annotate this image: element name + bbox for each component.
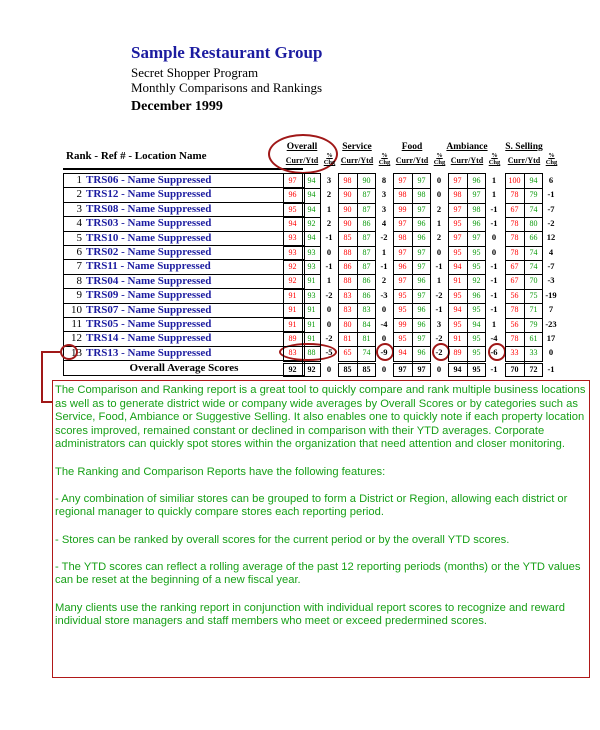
notes-paragraph: - Any combination of similiar stores can be grouped to form a District or Region, allowing each district or regional manager to quickly compare stores each reporting period. xyxy=(55,492,568,519)
curr-score: 95 xyxy=(288,204,297,214)
ytd-score: 98 xyxy=(472,204,481,214)
curr-score: 78 xyxy=(510,219,519,229)
ytd-score: 74 xyxy=(362,348,371,358)
pct-change: -3 xyxy=(380,289,388,300)
ytd-score: 93 xyxy=(307,247,316,257)
pct-change: -2 xyxy=(435,289,443,300)
pct-change-header: % Chg xyxy=(323,152,336,166)
pct-change: 0 xyxy=(436,175,442,185)
curr-score: 92 xyxy=(288,364,297,374)
pct-change: -1 xyxy=(547,189,555,200)
notes-paragraph: Many clients use the ranking report in conjunction with individual report scores to recognize and reward individual store managers and staff members who meet or exceed predermined scores. xyxy=(55,601,565,628)
curr-score: 80 xyxy=(343,319,352,329)
curr-score: 93 xyxy=(288,233,297,243)
location-row xyxy=(64,174,304,188)
pct-change: -2 xyxy=(325,332,333,343)
pct-change: 0 xyxy=(436,189,442,200)
location-name: TRS09 - Name Suppressed xyxy=(86,289,212,302)
curr-score: 97 xyxy=(398,276,407,286)
curr-score: 67 xyxy=(510,276,519,286)
pct-change-header: % Chg xyxy=(545,152,558,166)
ytd-score: 92 xyxy=(307,364,316,374)
curr-score: 91 xyxy=(453,333,462,343)
curr-score: 99 xyxy=(398,204,407,214)
pct-change: 0 xyxy=(381,332,387,343)
ytd-score: 92 xyxy=(472,276,481,286)
curr-score: 96 xyxy=(398,262,407,272)
ytd-score: 96 xyxy=(417,276,426,286)
pct-change: 0 xyxy=(326,246,332,257)
ytd-score: 74 xyxy=(529,204,538,214)
rank-number: 10 xyxy=(71,303,82,316)
ytd-score: 97 xyxy=(472,233,481,243)
curr-score: 94 xyxy=(453,364,462,374)
rank-number: 11 xyxy=(71,317,82,330)
ytd-score: 75 xyxy=(529,290,538,300)
location-name: TRS07 - Name Suppressed xyxy=(86,303,212,316)
category-header: Overall xyxy=(286,142,318,152)
curr-score: 93 xyxy=(288,247,297,257)
location-name: TRS05 - Name Suppressed xyxy=(86,317,212,330)
curr-score: 94 xyxy=(453,305,462,315)
pct-change: 2 xyxy=(381,275,387,286)
pct-change: -6 xyxy=(490,347,498,358)
location-name: TRS12 - Name Suppressed xyxy=(86,188,212,201)
location-row xyxy=(64,246,304,260)
ytd-score: 97 xyxy=(417,176,426,185)
pct-change: -1 xyxy=(380,261,388,272)
pct-change: -7 xyxy=(547,261,555,272)
curr-ytd-header: Curr/Ytd xyxy=(507,156,541,165)
pct-change: -1 xyxy=(325,232,333,243)
location-row xyxy=(64,260,304,274)
report-subtitle: Secret Shopper Program xyxy=(131,65,259,80)
ytd-score: 96 xyxy=(417,233,426,243)
ytd-score: 96 xyxy=(417,305,426,315)
pct-change: 0 xyxy=(381,304,387,315)
pct-change: 1 xyxy=(491,318,497,329)
pct-change: -1 xyxy=(435,304,443,315)
curr-score: 95 xyxy=(453,319,462,329)
location-row xyxy=(64,289,304,303)
pct-change: 4 xyxy=(381,218,387,229)
connector-line xyxy=(42,351,60,353)
ytd-score: 86 xyxy=(362,276,371,286)
ytd-score: 87 xyxy=(362,204,371,214)
pct-change: 3 xyxy=(326,175,332,185)
curr-score: 90 xyxy=(343,219,352,229)
pct-change: -19 xyxy=(545,289,557,300)
curr-score: 88 xyxy=(343,247,352,257)
curr-score: 98 xyxy=(398,233,407,243)
pct-change: -23 xyxy=(545,318,557,329)
ytd-score: 83 xyxy=(362,305,371,315)
curr-score: 97 xyxy=(453,204,462,214)
curr-score: 90 xyxy=(343,204,352,214)
location-name: TRS14 - Name Suppressed xyxy=(86,332,212,345)
pct-change: -1 xyxy=(490,275,498,286)
curr-score: 92 xyxy=(288,262,297,272)
pct-change: 2 xyxy=(326,218,332,229)
ytd-score: 95 xyxy=(472,348,481,358)
pct-change: -1 xyxy=(490,261,498,272)
curr-score: 67 xyxy=(510,262,519,272)
ytd-score: 61 xyxy=(529,333,538,343)
location-name: TRS02 - Name Suppressed xyxy=(86,245,212,258)
pct-change-header: % Chg xyxy=(378,152,391,166)
ytd-score: 98 xyxy=(417,190,426,200)
ytd-score: 95 xyxy=(472,247,481,257)
category-header: Service xyxy=(342,142,372,152)
ytd-score: 88 xyxy=(307,348,316,358)
pct-change: -3 xyxy=(547,275,555,286)
curr-score: 67 xyxy=(510,204,519,214)
ytd-score: 94 xyxy=(307,190,316,200)
ytd-score: 92 xyxy=(307,219,316,229)
rank-number: 12 xyxy=(71,332,82,345)
connector-line-vertical xyxy=(41,351,43,403)
ytd-score: 90 xyxy=(362,176,371,185)
ytd-score: 96 xyxy=(472,219,481,229)
ytd-score: 79 xyxy=(529,190,538,200)
category-header: Food xyxy=(401,142,423,152)
ytd-score: 74 xyxy=(529,247,538,257)
pct-change: 0 xyxy=(326,304,332,315)
curr-score: 85 xyxy=(343,364,352,374)
pct-change: 1 xyxy=(326,203,332,214)
ytd-score: 96 xyxy=(417,348,426,358)
curr-score: 83 xyxy=(343,290,352,300)
ytd-score: 95 xyxy=(472,262,481,272)
ytd-score: 72 xyxy=(529,364,538,374)
highlight-rank-13 xyxy=(60,344,78,360)
location-name: TRS08 - Name Suppressed xyxy=(86,202,212,215)
pct-change: 0 xyxy=(326,318,332,329)
pct-change: 7 xyxy=(548,304,554,315)
pct-change: 3 xyxy=(436,318,442,329)
average-row-label: Overall Average Scores xyxy=(129,362,239,375)
ytd-score: 85 xyxy=(362,364,371,374)
curr-score: 97 xyxy=(453,176,462,185)
pct-change: -1 xyxy=(490,363,498,374)
curr-score: 33 xyxy=(510,348,519,358)
curr-score: 90 xyxy=(343,190,352,200)
location-row xyxy=(64,304,304,318)
pct-change: -1 xyxy=(490,304,498,315)
pct-change: 2 xyxy=(436,203,442,214)
curr-score: 97 xyxy=(398,364,407,374)
location-name: TRS06 - Name Suppressed xyxy=(86,174,212,186)
ytd-score: 94 xyxy=(307,204,316,214)
rank-number: 2 xyxy=(76,188,82,201)
curr-score: 96 xyxy=(288,190,297,200)
location-name: TRS04 - Name Suppressed xyxy=(86,274,212,287)
ytd-score: 94 xyxy=(307,233,316,243)
curr-score: 86 xyxy=(343,262,352,272)
ytd-score: 97 xyxy=(417,364,426,374)
pct-change: 3 xyxy=(381,189,387,200)
curr-score: 100 xyxy=(508,176,521,185)
notes-paragraph: - Stores can be ranked by overall scores for the current period or by the overall YTD scores. xyxy=(55,533,510,546)
pct-change: 2 xyxy=(436,232,442,243)
pct-change: 3 xyxy=(381,203,387,214)
category-header: S. Selling xyxy=(505,142,543,152)
curr-score: 98 xyxy=(343,176,352,185)
pct-change: 8 xyxy=(381,175,387,185)
ytd-score: 66 xyxy=(529,233,538,243)
curr-score: 83 xyxy=(288,348,297,358)
curr-score: 78 xyxy=(510,190,519,200)
curr-ytd-header: Curr/Ytd xyxy=(395,156,429,165)
ytd-score: 94 xyxy=(529,176,538,185)
location-list xyxy=(63,173,305,376)
pct-change: -7 xyxy=(547,203,555,214)
pct-change: -2 xyxy=(435,347,443,358)
pct-change: -2 xyxy=(547,218,555,229)
curr-score: 99 xyxy=(398,319,407,329)
curr-score: 95 xyxy=(453,290,462,300)
ytd-score: 91 xyxy=(307,319,316,329)
pct-change: 1 xyxy=(436,218,442,229)
pct-change: -1 xyxy=(547,363,555,374)
ytd-score: 81 xyxy=(362,333,371,343)
curr-score: 56 xyxy=(510,290,519,300)
curr-score: 78 xyxy=(510,305,519,315)
ytd-score: 79 xyxy=(529,319,538,329)
location-row xyxy=(64,347,304,361)
pct-change: -2 xyxy=(435,332,443,343)
pct-change: 0 xyxy=(491,232,497,243)
ytd-score: 97 xyxy=(417,262,426,272)
ytd-score: 87 xyxy=(362,262,371,272)
pct-change: 0 xyxy=(548,347,554,358)
curr-score: 97 xyxy=(398,176,407,185)
pct-change: 0 xyxy=(491,246,497,257)
notes-paragraph: The Comparison and Ranking report is a great tool to quickly compare and rank multiple business locations as well as to generate district wide or company wide averages by Overall Scores or by categories such as Service, Food, Ambiance or Suggestive Selling. It also enables one to quickly note if each property location scores improved, remained constant or declined in comparison with their YTD averages. Corporate administrators can quickly spot stores within the organization that need attention and closer monitoring. xyxy=(55,384,586,451)
curr-score: 95 xyxy=(398,290,407,300)
ytd-score: 95 xyxy=(472,305,481,315)
curr-score: 89 xyxy=(288,333,297,343)
ytd-score: 91 xyxy=(307,276,316,286)
curr-score: 95 xyxy=(398,333,407,343)
curr-score: 56 xyxy=(510,319,519,329)
ytd-score: 93 xyxy=(307,262,316,272)
curr-score: 81 xyxy=(343,333,352,343)
curr-score: 65 xyxy=(343,348,352,358)
curr-score: 94 xyxy=(453,262,462,272)
ytd-score: 97 xyxy=(417,333,426,343)
curr-score: 91 xyxy=(453,276,462,286)
ytd-score: 87 xyxy=(362,233,371,243)
ytd-score: 86 xyxy=(362,290,371,300)
rank-number: 5 xyxy=(76,231,82,244)
rank-column-header: Rank - Ref # - Location Name xyxy=(66,150,207,162)
ytd-score: 95 xyxy=(472,333,481,343)
curr-score: 97 xyxy=(288,176,297,185)
pct-change: -4 xyxy=(490,332,498,343)
rank-number: 4 xyxy=(76,217,82,230)
curr-ytd-header: Curr/Ytd xyxy=(450,156,484,165)
ytd-score: 91 xyxy=(307,305,316,315)
ytd-score: 84 xyxy=(362,319,371,329)
rank-number: 7 xyxy=(76,260,82,273)
pct-change: 12 xyxy=(546,232,556,243)
ytd-score: 97 xyxy=(472,190,481,200)
pct-change: 1 xyxy=(436,275,442,286)
rank-number: 3 xyxy=(76,202,82,215)
pct-change-header: % Chg xyxy=(433,152,446,166)
ytd-score: 33 xyxy=(529,348,538,358)
ytd-score: 94 xyxy=(307,176,316,185)
ytd-score: 87 xyxy=(362,247,371,257)
curr-score: 95 xyxy=(398,305,407,315)
pct-change: -1 xyxy=(490,203,498,214)
curr-score: 97 xyxy=(398,247,407,257)
ytd-score: 97 xyxy=(417,290,426,300)
curr-score: 95 xyxy=(453,219,462,229)
rank-number: 9 xyxy=(76,289,82,302)
report-subtitle-2: Monthly Comparisons and Rankings xyxy=(131,80,323,95)
curr-score: 91 xyxy=(288,290,297,300)
pct-change: -5 xyxy=(325,347,333,358)
location-name: TRS10 - Name Suppressed xyxy=(86,231,212,244)
pct-change: -1 xyxy=(490,218,498,229)
curr-score: 88 xyxy=(343,276,352,286)
location-row xyxy=(64,318,304,332)
pct-change-header: % Chg xyxy=(488,152,501,166)
pct-change: 0 xyxy=(436,363,442,374)
pct-change: 1 xyxy=(491,175,497,185)
pct-change: 1 xyxy=(326,275,332,286)
location-row xyxy=(64,275,304,289)
pct-change: -4 xyxy=(380,318,388,329)
pct-change: 4 xyxy=(548,246,554,257)
curr-score: 91 xyxy=(288,319,297,329)
curr-score: 70 xyxy=(510,364,519,374)
curr-ytd-header: Curr/Ytd xyxy=(340,156,374,165)
pct-change: -1 xyxy=(325,261,333,272)
location-row xyxy=(64,232,304,246)
curr-ytd-header: Curr/Ytd xyxy=(285,156,319,165)
notes-paragraph: The Ranking and Comparison Reports have the following features: xyxy=(55,465,386,478)
ytd-score: 74 xyxy=(529,262,538,272)
ytd-score: 96 xyxy=(472,176,481,185)
ytd-score: 91 xyxy=(307,333,316,343)
pct-change: 1 xyxy=(491,189,497,200)
notes-box xyxy=(52,380,590,678)
ytd-score: 97 xyxy=(417,204,426,214)
ytd-score: 87 xyxy=(362,190,371,200)
location-row xyxy=(64,188,304,202)
ytd-score: 93 xyxy=(307,290,316,300)
curr-score: 94 xyxy=(288,219,297,229)
location-name: TRS13 - Name Suppressed xyxy=(86,346,212,359)
rank-number: 13 xyxy=(71,346,82,359)
pct-change: 0 xyxy=(326,363,332,374)
location-name: TRS03 - Name Suppressed xyxy=(86,217,212,230)
curr-score: 97 xyxy=(398,219,407,229)
report-title: Sample Restaurant Group xyxy=(131,43,323,62)
ytd-score: 95 xyxy=(472,364,481,374)
rank-number: 6 xyxy=(76,245,82,258)
ytd-score: 96 xyxy=(417,319,426,329)
pct-change: -1 xyxy=(435,261,443,272)
curr-score: 98 xyxy=(398,190,407,200)
ytd-score: 96 xyxy=(417,219,426,229)
location-row xyxy=(64,203,304,217)
rank-number: 8 xyxy=(76,274,82,287)
location-name: TRS11 - Name Suppressed xyxy=(86,260,211,273)
pct-change: 17 xyxy=(546,332,556,343)
ytd-score: 86 xyxy=(362,219,371,229)
curr-score: 85 xyxy=(343,233,352,243)
ytd-score: 80 xyxy=(529,219,538,229)
ytd-score: 96 xyxy=(472,290,481,300)
rank-number: 1 xyxy=(76,174,82,186)
ytd-score: 97 xyxy=(417,247,426,257)
curr-score: 91 xyxy=(288,305,297,315)
ytd-score: 70 xyxy=(529,276,538,286)
report-date: December 1999 xyxy=(131,99,223,114)
ytd-score: 94 xyxy=(472,319,481,329)
ytd-score: 71 xyxy=(529,305,538,315)
location-row xyxy=(64,217,304,231)
pct-change: -1 xyxy=(490,289,498,300)
curr-score: 83 xyxy=(343,305,352,315)
curr-score: 78 xyxy=(510,333,519,343)
pct-change: -2 xyxy=(380,232,388,243)
pct-change: 6 xyxy=(548,175,554,185)
divider xyxy=(63,168,303,170)
pct-change: 0 xyxy=(436,246,442,257)
curr-score: 97 xyxy=(453,233,462,243)
pct-change: 0 xyxy=(381,363,387,374)
notes-paragraph: - The YTD scores can reflect a rolling average of the past 12 reporting periods (months) or the YTD values can be reset at the beginning of a new fiscal year. xyxy=(55,560,581,587)
category-header: Ambiance xyxy=(446,142,488,152)
curr-score: 95 xyxy=(453,247,462,257)
curr-score: 94 xyxy=(398,348,407,358)
pct-change: -2 xyxy=(325,289,333,300)
curr-score: 89 xyxy=(453,348,462,358)
location-row xyxy=(64,332,304,346)
curr-score: 98 xyxy=(453,190,462,200)
pct-change: -9 xyxy=(380,347,388,358)
pct-change: 2 xyxy=(326,189,332,200)
curr-score: 78 xyxy=(510,247,519,257)
curr-score: 92 xyxy=(288,276,297,286)
curr-score: 78 xyxy=(510,233,519,243)
pct-change: 1 xyxy=(381,246,387,257)
